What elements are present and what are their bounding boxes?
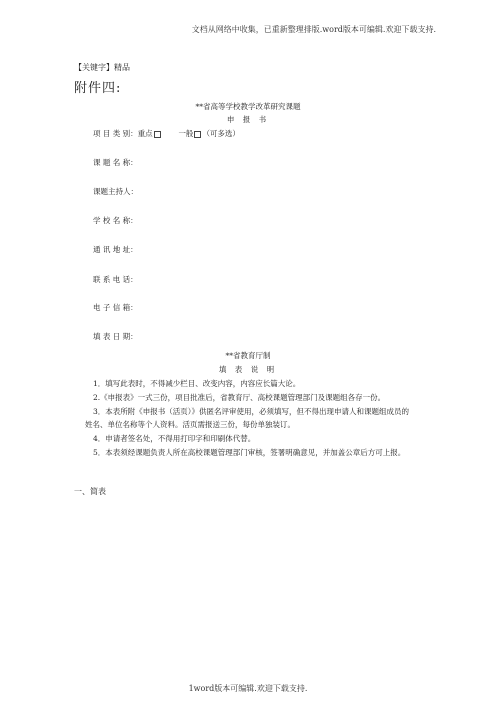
field-label: 电 子 信 箱： — [93, 303, 138, 312]
field-label: 学 校 名 称： — [93, 216, 138, 225]
annex-heading: 附件四: — [74, 81, 122, 96]
category-row — [93, 128, 240, 139]
keyword-label: 【关键字】精品 — [74, 63, 130, 72]
option-key-label: 重点 — [137, 129, 153, 138]
multi-select-note: （可多选） — [202, 129, 240, 138]
field-email — [93, 302, 138, 313]
note-item: 3．本表所附《申报书（活页）》供匿名评审使用，必须填写，但不得出现申请人和课题组成员的姓名、单位名称等个人资料。活页需报送三份，每份单独装订。 — [85, 407, 410, 429]
field-address — [93, 244, 138, 255]
section-heading: 一、简表 — [74, 487, 106, 496]
field-label: 联 系 电 话： — [93, 275, 138, 284]
field-host — [93, 186, 138, 197]
note-item: 5．本表须经课题负责人所在高校课题管理部门审核，签署明确意见，并加盖公章后方可上报。 — [93, 448, 406, 457]
document-title: **省高等学校教学改革研究课题 — [195, 102, 301, 111]
key-project-checkbox[interactable] — [154, 131, 161, 138]
general-project-checkbox[interactable] — [194, 131, 201, 138]
field-label: 课题主持人： — [93, 187, 138, 196]
field-school-name — [93, 215, 138, 226]
field-phone — [93, 274, 138, 285]
page-header: 文档从网络中收集，已重新整理排版.word版本可编辑.欢迎下载支持. — [191, 25, 436, 34]
issuer-line: **省教育厅制 — [225, 351, 271, 360]
document-subtitle: 申 报 书 — [226, 115, 270, 124]
option-general-label: 一般 — [178, 129, 194, 138]
field-label: 课 题 名 称： — [93, 158, 138, 167]
field-label: 填 表 日 期： — [93, 332, 138, 341]
note-item: 4．申请者签名处，不得用打印字和印刷体代替。 — [93, 434, 256, 443]
notes-title: 填 表 说 明 — [218, 365, 278, 374]
page-footer: 1word版本可编辑.欢迎下载支持. — [188, 684, 308, 693]
field-topic-name — [93, 157, 138, 168]
category-label: 项 目 类 别： — [93, 129, 138, 138]
field-date — [93, 331, 138, 342]
field-label: 通 讯 地 址： — [93, 245, 138, 254]
note-item: 1．填写此表时，不得减少栏目、改变内容，内容应长篇大论。 — [93, 379, 301, 388]
note-item: 2.《申报表》一式三份，项目批准后，省教育厅、高校课题管理部门及课题组各存一份。 — [93, 393, 386, 402]
